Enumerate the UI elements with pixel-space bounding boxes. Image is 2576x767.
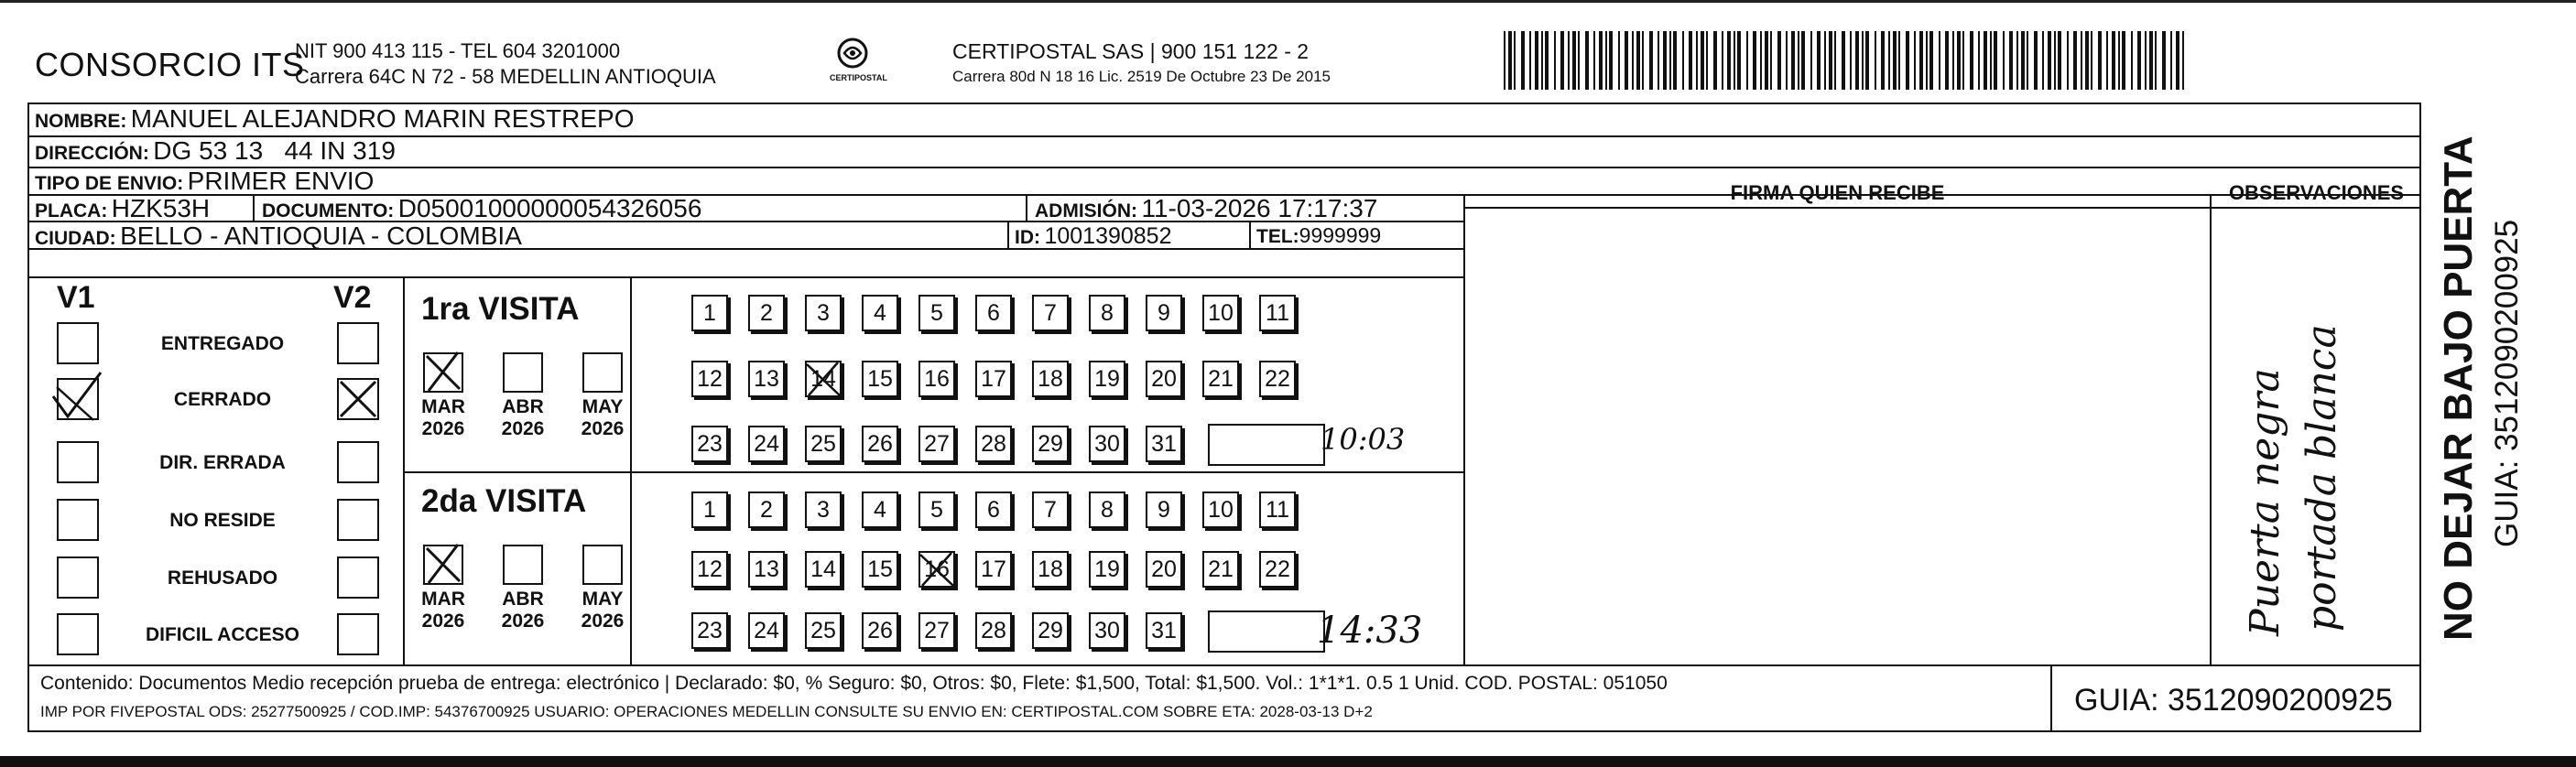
barcode-bar	[1791, 31, 1795, 90]
second-visit-day-box[interactable]: 15	[862, 551, 898, 588]
barcode-bar	[1706, 31, 1708, 90]
barcode-bar	[1994, 31, 1997, 90]
month-year: 2026	[501, 610, 545, 632]
second-visit-day-box[interactable]: 2	[748, 492, 785, 528]
barcode-bar	[1578, 31, 1580, 90]
admision-label: ADMISIÓN:	[1035, 200, 1137, 221]
barcode-bar	[2034, 31, 2038, 90]
month-label	[575, 396, 630, 440]
first-visit-month-checkbox[interactable]	[503, 352, 543, 393]
first-visit-title: 1ra VISITA	[421, 291, 580, 327]
cross-mark-icon	[803, 359, 843, 399]
id-label: ID:	[1015, 227, 1040, 248]
month-name: MAY	[582, 589, 624, 610]
second-visit-day-box[interactable]: 23	[691, 612, 728, 649]
firma-header: FIRMA QUIEN RECIBE	[1730, 181, 1945, 204]
barcode-bar	[1636, 31, 1640, 90]
second-visit-day-box[interactable]: 16	[918, 551, 955, 588]
second-visit-day-box[interactable]: 14	[805, 551, 842, 588]
direccion-label: DIRECCIÓN:	[35, 143, 149, 164]
barcode-bar	[1817, 31, 1821, 90]
barcode-bar	[1535, 31, 1538, 90]
company-name: CONSORCIO ITS	[35, 46, 305, 83]
second-visit-day-box[interactable]: 10	[1202, 492, 1239, 528]
barcode-bar	[1865, 31, 1869, 90]
month-year: 2026	[581, 610, 625, 632]
month-name: ABR	[502, 589, 544, 610]
first-visit-day-box[interactable]: 28	[975, 426, 1012, 462]
nombre-value: MANUEL ALEJANDRO MARIN RESTREPO	[130, 104, 635, 133]
divider	[1007, 221, 1009, 249]
second-visit-day-box[interactable]: 20	[1146, 551, 1182, 588]
barcode-bar	[2009, 31, 2013, 90]
v2-option-checkbox[interactable]	[337, 441, 379, 483]
barcode-bar	[1893, 31, 1897, 90]
first-visit-day-box[interactable]: 7	[1032, 295, 1069, 331]
divider	[630, 276, 632, 664]
second-visit-day-box[interactable]: 7	[1032, 492, 1069, 528]
barcode-bar	[1919, 31, 1923, 90]
barcode-bar	[2145, 31, 2147, 90]
v2-option-checkbox[interactable]	[337, 556, 379, 599]
barcode-bar	[2042, 31, 2044, 90]
carrier-address: Carrera 80d N 18 16 Lic. 2519 De Octubre 23 De 2015	[952, 68, 1331, 85]
month-label	[416, 589, 471, 632]
carrier-info	[952, 38, 1331, 90]
barcode-bar	[1881, 31, 1885, 90]
second-visit-day-box[interactable]: 8	[1089, 492, 1125, 528]
barcode-bar	[1970, 31, 1973, 90]
first-visit-day-box[interactable]: 1	[691, 295, 728, 331]
barcode-bar	[1585, 31, 1589, 90]
barcode-bar	[2155, 31, 2157, 90]
barcode-bar	[1734, 31, 1735, 90]
observacion-line-2: portada blanca	[2299, 324, 2345, 632]
barcode-bar	[1801, 31, 1805, 90]
tel-label: TEL:	[1256, 226, 1299, 247]
option-label: DIFICIL ACCESO	[145, 624, 299, 645]
barcode-bar	[2048, 31, 2051, 90]
barcode-bar	[2118, 31, 2120, 90]
second-visit-day-box[interactable]: 13	[748, 551, 785, 588]
month-name: ABR	[502, 396, 544, 417]
v2-option-checkbox[interactable]	[337, 322, 379, 364]
second-visit-time: 14:33	[1317, 610, 1423, 652]
barcode-bar	[1663, 31, 1667, 90]
cross-mark-icon	[421, 541, 467, 587]
barcode-bar	[1727, 31, 1731, 90]
first-visit-day-box[interactable]: 23	[691, 426, 728, 462]
placa-row	[35, 194, 210, 223]
second-visit-day-box[interactable]: 18	[1032, 551, 1069, 588]
option-label: REHUSADO	[167, 567, 278, 589]
barcode-bar	[1984, 31, 1987, 90]
second-visit-day-box[interactable]: 11	[1259, 492, 1296, 528]
barcode-bar	[2149, 31, 2153, 90]
v2-header: V2	[333, 280, 372, 315]
first-visit-day-box[interactable]: 14	[805, 361, 842, 397]
barcode-bar	[1952, 31, 1954, 90]
first-visit-day-box[interactable]: 9	[1146, 295, 1182, 331]
ciudad-label: CIUDAD:	[35, 228, 116, 249]
barcode-bar	[1906, 31, 1909, 90]
first-visit-day-box[interactable]: 3	[805, 295, 842, 331]
first-visit-day-box[interactable]: 21	[1202, 361, 1239, 397]
cross-mark-icon	[917, 549, 957, 589]
second-visit-day-box[interactable]: 3	[805, 492, 842, 528]
ciudad-value: BELLO - ANTIOQUIA - COLOMBIA	[120, 221, 522, 250]
first-visit-day-box[interactable]: 31	[1146, 426, 1182, 462]
second-visit-title: 2da VISITA	[421, 483, 587, 519]
barcode-bar	[1829, 31, 1832, 90]
divider	[403, 471, 1465, 473]
first-visit-month-checkbox[interactable]	[582, 352, 623, 393]
barcode-bar	[2054, 31, 2056, 90]
first-visit-day-box[interactable]: 5	[918, 295, 955, 331]
company-nit: NIT 900 413 115 - TEL 604 3201000	[295, 39, 621, 62]
divider	[1026, 194, 1027, 221]
first-visit-day-box[interactable]: 12	[691, 361, 728, 397]
month-label	[495, 589, 550, 632]
observacion-line-1: Puerta negra	[2242, 368, 2288, 636]
divider	[27, 276, 1465, 278]
top-rule	[0, 0, 2576, 3]
first-visit-day-box[interactable]: 15	[862, 361, 898, 397]
documento-value: D05001000000054326056	[397, 194, 702, 222]
v2-option-checkbox[interactable]	[337, 613, 379, 655]
barcode-bar	[1898, 31, 1900, 90]
barcode-bar	[1862, 31, 1864, 90]
barcode-bar	[2081, 31, 2082, 90]
id-value: 1001390852	[1044, 223, 1172, 249]
barcode-bar	[1962, 31, 1964, 90]
print-info-line: IMP POR FIVEPOSTAL ODS: 25277500925 / COD.IMP: 54376700925 USUARIO: OPERACIONES MEDELLIN CONSULTE SU ENVIO EN: CERTIPOSTAL.COM SOBRE ETA: 2028-03-13 D+2	[40, 703, 1373, 720]
barcode-bar	[1888, 31, 1890, 90]
divider	[27, 664, 2421, 666]
tel-row	[1256, 223, 1381, 248]
first-visit-day-box[interactable]: 13	[748, 361, 785, 397]
barcode-bar	[1605, 31, 1607, 90]
cross-mark-icon	[421, 349, 467, 394]
barcode-bar	[1504, 31, 1505, 90]
option-label: ENTREGADO	[160, 333, 285, 354]
barcode-bar	[1632, 31, 1634, 90]
second-visit-time-box[interactable]	[1208, 610, 1325, 653]
first-visit-day-box[interactable]: 26	[862, 426, 898, 462]
first-visit-day-box[interactable]: 29	[1032, 426, 1069, 462]
barcode-bar	[1618, 31, 1620, 90]
second-visit-day-box[interactable]: 24	[748, 612, 785, 649]
v1-option-checkbox[interactable]	[57, 441, 99, 483]
first-visit-day-box[interactable]: 8	[1089, 295, 1125, 331]
first-visit-time: 10:03	[1321, 422, 1406, 457]
barcode-bar	[2073, 31, 2077, 90]
divider	[2050, 664, 2052, 732]
second-visit-day-box[interactable]: 9	[1146, 492, 1182, 528]
barcode-bar	[2085, 31, 2089, 90]
barcode-bar	[1875, 31, 1876, 90]
barcode-bar	[1529, 31, 1531, 90]
barcode-bar	[1737, 31, 1741, 90]
second-visit-day-box[interactable]: 31	[1146, 612, 1182, 649]
barcode-bar	[2067, 31, 2069, 90]
ciudad-row	[35, 221, 522, 251]
cross-mark-icon	[337, 378, 379, 420]
documento-row	[262, 194, 701, 223]
second-visit-day-box[interactable]: 4	[862, 492, 898, 528]
barcode-bar	[1753, 31, 1756, 90]
first-visit-day-box[interactable]: 20	[1146, 361, 1182, 397]
company-address: Carrera 64C N 72 - 58 MEDELLIN ANTIOQUIA	[295, 65, 716, 88]
first-visit-day-box[interactable]: 30	[1089, 426, 1125, 462]
second-visit-day-box[interactable]: 12	[691, 551, 728, 588]
divider	[27, 167, 2421, 168]
no-dejar-warning: NO DEJAR BAJO PUERTA	[2436, 135, 2481, 641]
barcode-bar	[1554, 31, 1556, 90]
barcode-bar	[1669, 31, 1671, 90]
barcode-bar	[1798, 31, 1799, 90]
barcode-bar	[1696, 31, 1698, 90]
option-label: DIR. ERRADA	[159, 452, 286, 473]
divider	[403, 276, 405, 664]
month-name: MAR	[421, 396, 465, 417]
second-visit-day-box[interactable]: 29	[1032, 612, 1069, 649]
second-visit-day-box[interactable]: 21	[1202, 551, 1239, 588]
tipo-row	[35, 167, 374, 196]
barcode-bar	[1786, 31, 1788, 90]
second-visit-day-box[interactable]: 1	[691, 492, 728, 528]
second-visit-day-box[interactable]: 25	[805, 612, 842, 649]
barcode-bar	[1777, 31, 1781, 90]
barcode-bar	[2003, 31, 2005, 90]
barcode-bar	[1649, 31, 1653, 90]
check-mark-icon	[48, 369, 104, 426]
barcode-bar	[1722, 31, 1723, 90]
barcode-bar	[1957, 31, 1961, 90]
barcode-bar	[1978, 31, 1980, 90]
barcode-bar	[2162, 31, 2166, 90]
barcode-bar	[2106, 31, 2108, 90]
v1-option-checkbox[interactable]	[57, 613, 99, 655]
barcode-bar	[1572, 31, 1576, 90]
nombre-label: NOMBRE:	[35, 111, 127, 132]
second-visit-day-box[interactable]: 5	[918, 492, 955, 528]
barcode-bar	[1770, 31, 1772, 90]
barcode-bar	[1658, 31, 1659, 90]
barcode-bar	[1842, 31, 1845, 90]
barcode-bar	[1521, 31, 1525, 90]
tipo-label: TIPO DE ENVIO:	[35, 173, 184, 194]
logo-caption: CERTIPOSTAL	[830, 73, 887, 82]
barcode-bar	[1689, 31, 1692, 90]
second-visit-day-box[interactable]: 19	[1089, 551, 1125, 588]
month-year: 2026	[421, 418, 465, 439]
side-guia-number: GUIA: 3512090200925	[2489, 219, 2525, 547]
second-visit-day-box[interactable]: 6	[975, 492, 1012, 528]
carrier-name: CERTIPOSTAL SAS | 900 151 122 - 2	[952, 39, 1310, 63]
barcode-bar	[1508, 31, 1512, 90]
barcode-bar	[1713, 31, 1717, 90]
month-year: 2026	[581, 418, 625, 439]
v1-option-checkbox[interactable]	[57, 322, 99, 364]
barcode-bar	[1625, 31, 1628, 90]
first-visit-day-box[interactable]: 11	[1259, 295, 1296, 331]
month-label	[575, 589, 630, 632]
barcode-bar	[2122, 31, 2125, 90]
first-visit-day-box[interactable]: 27	[918, 426, 955, 462]
barcode-bar	[1599, 31, 1603, 90]
barcode-bar	[1810, 31, 1812, 90]
barcode-bar	[1642, 31, 1644, 90]
v2-option-checkbox[interactable]	[337, 499, 379, 541]
second-visit-month-checkbox[interactable]	[582, 545, 623, 585]
barcode-bar	[2182, 31, 2184, 90]
barcode-bar	[2091, 31, 2092, 90]
first-visit-day-box[interactable]: 22	[1259, 361, 1296, 397]
barcode-bar	[1914, 31, 1916, 90]
barcode-bar	[2016, 31, 2018, 90]
barcode-bar	[1834, 31, 1836, 90]
barcode-bar	[1701, 31, 1704, 90]
first-visit-day-box[interactable]: 2	[748, 295, 785, 331]
second-visit-day-box[interactable]: 26	[862, 612, 898, 649]
nombre-row	[35, 104, 635, 134]
barcode-bar	[1514, 31, 1516, 90]
first-visit-day-box[interactable]: 24	[748, 426, 785, 462]
second-visit-day-box[interactable]: 27	[918, 612, 955, 649]
second-visit-day-box[interactable]: 17	[975, 551, 1012, 588]
option-label: NO RESIDE	[169, 510, 276, 531]
month-name: MAR	[421, 589, 465, 610]
barcode-bar	[2176, 31, 2179, 90]
divider	[1463, 207, 2421, 209]
second-visit-day-box[interactable]: 22	[1259, 551, 1296, 588]
first-visit-day-box[interactable]: 16	[918, 361, 955, 397]
first-visit-day-box[interactable]: 18	[1032, 361, 1069, 397]
barcode-bar	[1541, 31, 1543, 90]
first-visit-day-box[interactable]: 25	[805, 426, 842, 462]
barcode-bar	[2170, 31, 2172, 90]
barcode-bar	[1682, 31, 1684, 90]
id-row	[1015, 223, 1172, 250]
month-name: MAY	[582, 396, 624, 417]
first-visit-day-box[interactable]: 6	[975, 295, 1012, 331]
barcode-bar	[1926, 31, 1928, 90]
barcode-bar	[1939, 31, 1940, 90]
barcode-bar	[1760, 31, 1762, 90]
month-label	[416, 396, 471, 440]
direccion-row	[35, 136, 396, 166]
company-info	[295, 38, 716, 90]
first-visit-day-box[interactable]: 19	[1089, 361, 1125, 397]
barcode-bar	[1990, 31, 1992, 90]
first-visit-day-box[interactable]: 10	[1202, 295, 1239, 331]
contents-line: Contenido: Documentos Medio recepción prueba de entrega: electrónico | Declarado: $0, % Seguro: $0, Otros: $0, Flete: $1,500, Total: $1,500. Vol.: 1*1*1. 0.5 1 Unid. COD. POSTAL: 051050	[40, 673, 1668, 694]
barcode-bar	[2131, 31, 2133, 90]
tel-value: 9999999	[1299, 223, 1382, 247]
barcode-bar	[2058, 31, 2061, 90]
bottom-rule	[0, 756, 2576, 767]
barcode-bar	[1855, 31, 1859, 90]
barcode-bar	[1593, 31, 1595, 90]
observaciones-header: OBSERVACIONES	[2228, 181, 2405, 204]
month-year: 2026	[501, 418, 545, 439]
v1-option-checkbox[interactable]	[57, 499, 99, 541]
admision-row	[1035, 194, 1377, 223]
barcode-bar	[1765, 31, 1768, 90]
placa-value: HZK53H	[111, 194, 211, 222]
barcode-bar	[1545, 31, 1549, 90]
barcode-bar	[2027, 31, 2028, 90]
first-visit-day-box[interactable]: 4	[862, 295, 898, 331]
v1-option-checkbox[interactable]	[57, 556, 99, 599]
tipo-value: PRIMER ENVIO	[187, 167, 375, 195]
documento-label: DOCUMENTO:	[262, 200, 395, 221]
barcode-bar	[1609, 31, 1613, 90]
second-visit-day-box[interactable]: 28	[975, 612, 1012, 649]
barcode-bar	[1945, 31, 1949, 90]
month-label	[495, 396, 550, 440]
v1-header: V1	[57, 280, 95, 315]
barcode	[1504, 31, 2187, 90]
divider	[2210, 194, 2212, 666]
second-visit-month-checkbox[interactable]	[503, 545, 543, 585]
divider	[1463, 194, 1465, 666]
barcode-bar	[1850, 31, 1852, 90]
direccion-value: DG 53 13 44 IN 319	[153, 136, 396, 165]
guia-number: GUIA: 3512090200925	[2074, 683, 2393, 718]
barcode-bar	[2137, 31, 2141, 90]
barcode-bar	[2021, 31, 2025, 90]
barcode-bar	[1673, 31, 1677, 90]
barcode-bar	[1560, 31, 1564, 90]
first-visit-time-box[interactable]	[1208, 424, 1325, 466]
barcode-bar	[1568, 31, 1570, 90]
first-visit-day-box[interactable]: 17	[975, 361, 1012, 397]
barcode-bar	[2112, 31, 2115, 90]
divider	[253, 194, 255, 221]
barcode-bar	[1746, 31, 1748, 90]
barcode-bar	[1929, 31, 1933, 90]
month-year: 2026	[421, 610, 465, 632]
admision-value: 11-03-2026 17:17:37	[1141, 194, 1378, 222]
second-visit-day-box[interactable]: 30	[1089, 612, 1125, 649]
divider	[1249, 221, 1251, 249]
option-label: CERRADO	[173, 389, 272, 410]
barcode-bar	[2098, 31, 2102, 90]
placa-label: PLACA:	[35, 200, 108, 221]
barcode-bar	[1824, 31, 1826, 90]
